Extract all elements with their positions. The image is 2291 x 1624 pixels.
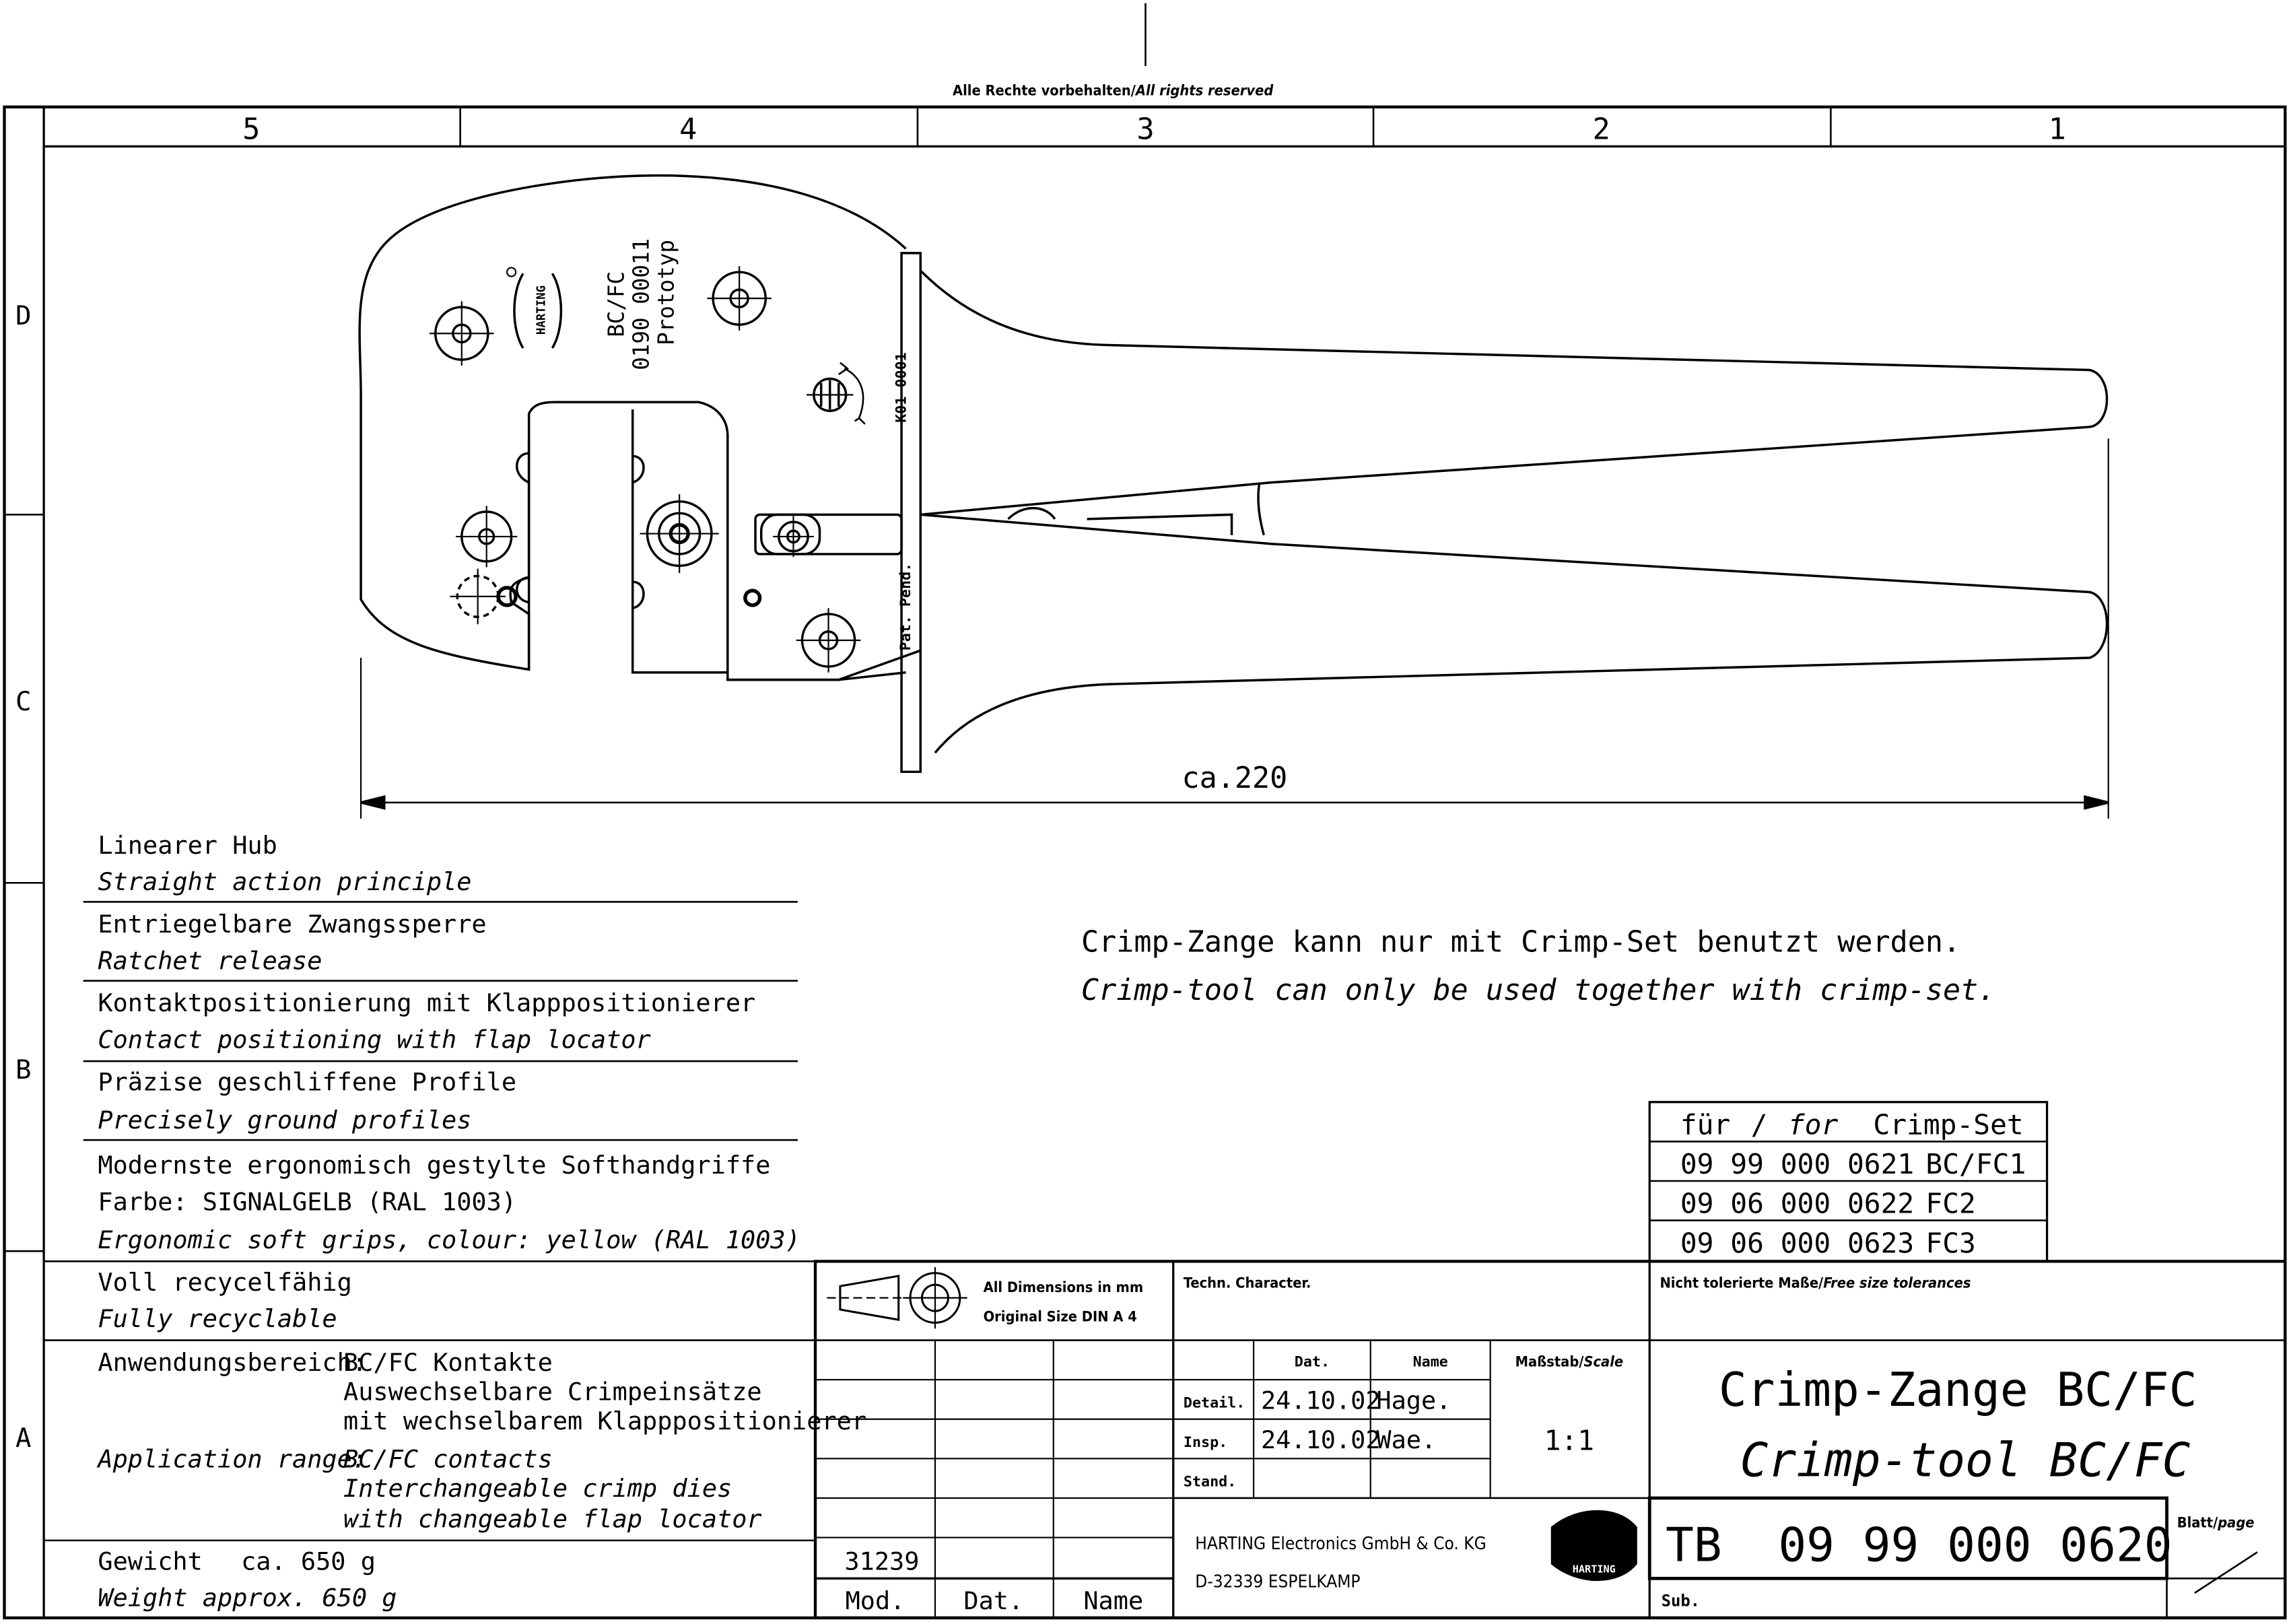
- techn-character: Techn. Character.: [1183, 1275, 1311, 1292]
- screw-icon: [707, 266, 771, 330]
- logo-bracket: [514, 273, 523, 348]
- row-label: B: [15, 1055, 32, 1086]
- projection-symbol-icon: [827, 1267, 967, 1328]
- dims-line1: All Dimensions in mm: [983, 1279, 1144, 1296]
- column-labels: [242, 113, 2066, 147]
- upper-handle: [920, 271, 2107, 514]
- mod-header: Mod.: [845, 1586, 905, 1615]
- row-label-detail: Detail.: [1183, 1394, 1245, 1412]
- dims-line2: Original Size DIN A 4: [983, 1308, 1137, 1326]
- col-dat: Dat.: [1294, 1353, 1330, 1371]
- feature-en: Contact positioning with flap locator: [98, 1025, 651, 1054]
- feature-de: Entriegelbare Zwangssperre: [98, 910, 487, 939]
- scale-value: 1:1: [1544, 1424, 1595, 1457]
- row-label: A: [15, 1423, 32, 1454]
- rights-text: Alle Rechte vorbehalten/All rights reserved: [953, 82, 1274, 100]
- crimp-set-number: 09 99 000 0621: [1680, 1148, 1915, 1181]
- col-name: Name: [1412, 1353, 1448, 1371]
- application-line: Auswechselbare Crimpeinsätze: [343, 1377, 762, 1407]
- application-line: with changeable flap locator: [343, 1504, 762, 1534]
- row-name: Hage.: [1376, 1386, 1451, 1415]
- feature-en: Ergonomic soft grips, colour: yellow (RAL 1003): [98, 1225, 800, 1254]
- ratchet-release-icon: [807, 363, 865, 424]
- feature-de: Farbe: SIGNALGELB (RAL 1003): [98, 1187, 517, 1217]
- feature-en: Fully recyclable: [98, 1304, 337, 1334]
- feature-list: [44, 831, 815, 1341]
- row-date: 24.10.02: [1260, 1425, 1381, 1455]
- tool-model: BC/FC: [603, 271, 629, 337]
- scale-label: Maßstab/Scale: [1515, 1353, 1624, 1371]
- application-label-en: Application range:: [98, 1444, 368, 1474]
- row-labels: [15, 301, 32, 1454]
- sheet-label: Blatt/page: [2177, 1514, 2255, 1532]
- drawing-title-en: Crimp-tool BC/FC: [1740, 1433, 2191, 1488]
- company-name: HARTING Electronics GmbH & Co. KG: [1195, 1533, 1486, 1554]
- column-label: 2: [1592, 112, 1610, 147]
- mod-header: Dat.: [963, 1586, 1024, 1615]
- company-address: D-32339 ESPELKAMP: [1195, 1571, 1361, 1592]
- weight-value: ca. 650 g: [241, 1547, 376, 1576]
- title-block-text: [844, 1275, 2254, 1615]
- feature-en: Straight action principle: [98, 867, 472, 897]
- lower-handle: [920, 514, 2107, 753]
- crimp-set-type: FC3: [1925, 1227, 1976, 1260]
- screw-icon: [796, 608, 860, 672]
- patent-text: Pat. Pend.: [897, 562, 915, 651]
- column-label: 3: [1136, 112, 1155, 147]
- screw-icon: [456, 506, 517, 567]
- crimp-set-number: 09 06 000 0623: [1680, 1227, 1915, 1260]
- crimp-set-header: für / for Crimp-Set: [1680, 1108, 2024, 1141]
- column-label: 1: [2048, 112, 2066, 147]
- crimp-set-type: BC/FC1: [1925, 1148, 2026, 1181]
- application-line: BC/FC contacts: [343, 1444, 553, 1474]
- logo-text: HARTING: [535, 285, 549, 335]
- application-label-de: Anwendungsbereich:: [98, 1348, 368, 1378]
- column-label: 4: [679, 112, 697, 147]
- row-label: C: [15, 687, 32, 718]
- feature-de: Kontaktpositionierung mit Klapppositionierer: [98, 988, 756, 1018]
- row-label-stand: Stand.: [1183, 1473, 1237, 1491]
- note-de: Crimp-Zange kann nur mit Crimp-Set benutzt werden.: [1081, 925, 1961, 959]
- weight-label: Gewicht: [98, 1547, 203, 1576]
- application-line: BC/FC Kontakte: [343, 1348, 553, 1378]
- front-plate: [901, 253, 920, 772]
- application-line: Interchangeable crimp dies: [343, 1473, 732, 1503]
- tool-code: K01 0001: [893, 352, 910, 423]
- drawing-title-de: Crimp-Zange BC/FC: [1718, 1363, 2197, 1418]
- tool-number: 0190 00011: [628, 238, 654, 370]
- screw-icon: [773, 516, 814, 557]
- tolerances: Nicht tolerierte Maße/Free size tolerances: [1660, 1275, 1971, 1292]
- row-label-insp: Insp.: [1183, 1433, 1228, 1451]
- sheet-slash: [2195, 1552, 2257, 1593]
- screw-icon: [640, 494, 719, 573]
- weight-en: Weight approx. 650 g: [98, 1583, 397, 1613]
- screw-icon: [430, 301, 493, 365]
- feature-en: Precisely ground profiles: [98, 1105, 472, 1135]
- logo-text: HARTING: [1572, 1563, 1616, 1576]
- feature-de: Voll recycelfähig: [98, 1267, 352, 1297]
- dimension-label: ca.220: [1182, 762, 1288, 796]
- feature-de: Präzise geschliffene Profile: [98, 1067, 517, 1097]
- crimp-set-type: FC2: [1925, 1187, 1976, 1220]
- application-range: [44, 1348, 866, 1612]
- row-label: D: [15, 301, 32, 332]
- feature-de: Modernste ergonomisch gestylte Softhandgriffe: [98, 1151, 771, 1180]
- column-label: 5: [242, 112, 261, 147]
- crimp-set-number: 09 06 000 0622: [1680, 1187, 1915, 1220]
- slot: [755, 514, 901, 554]
- note-en: Crimp-tool can only be used together with crimp-set.: [1081, 973, 1996, 1007]
- row-date: 24.10.02: [1260, 1386, 1381, 1415]
- application-line: mit wechselbarem Klapppositionierer: [343, 1406, 867, 1435]
- sub-label: Sub.: [1661, 1591, 1701, 1611]
- tool-status: Prototyp: [653, 240, 679, 345]
- crimp-set-table: [1649, 1102, 2047, 1262]
- screw-icon: [450, 569, 516, 624]
- feature-en: Ratchet release: [98, 946, 322, 976]
- row-name: Wae.: [1376, 1425, 1437, 1455]
- drawing-number: TB 09 99 000 0620: [1666, 1518, 2173, 1573]
- feature-de: Linearer Hub: [98, 830, 277, 860]
- mod-value: 31239: [844, 1547, 920, 1576]
- mod-header: Name: [1083, 1586, 1144, 1615]
